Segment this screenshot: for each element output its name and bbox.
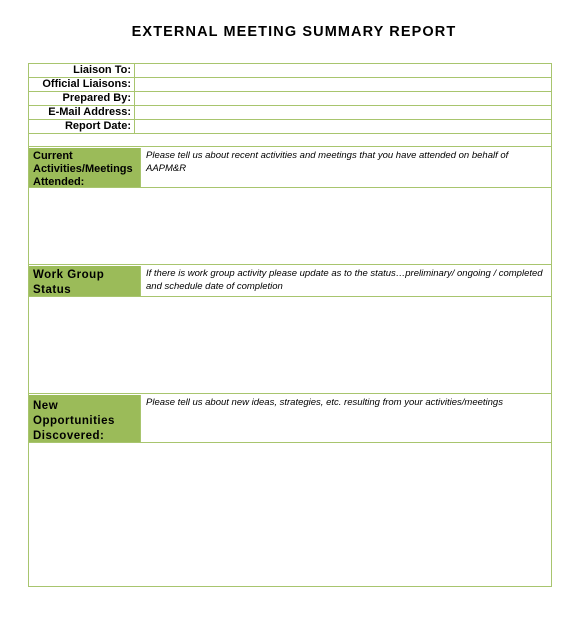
new-opportunities-body[interactable] <box>29 444 551 586</box>
field-row-email-address <box>29 106 551 120</box>
section-prompt: If there is work group activity please update as to the status…preliminary/ ongoing / completed and schedule date of completion <box>140 266 551 296</box>
field-label: E-Mail Address: <box>48 106 131 118</box>
field-label: Liaison To: <box>73 64 131 76</box>
field-label: Prepared By: <box>62 92 131 104</box>
report-form <box>28 63 552 587</box>
field-row-report-date <box>29 120 551 134</box>
official-liaisons-field[interactable] <box>134 78 551 91</box>
field-label: Report Date: <box>64 120 131 132</box>
section-work-group-status <box>29 266 551 297</box>
section-label: New Opportunities Discovered: <box>29 395 140 442</box>
field-label: Official Liaisons: <box>42 78 131 90</box>
section-current-activities <box>29 148 551 188</box>
section-prompt: Please tell us about recent activities and meetings that you have attended on behalf of AAPM&R <box>140 148 551 187</box>
section-prompt: Please tell us about new ideas, strategies, etc. resulting from your activities/meetings <box>140 395 551 442</box>
spacer-row <box>29 134 551 147</box>
section-label: Work Group Status <box>29 266 140 296</box>
current-activities-body[interactable] <box>29 189 551 265</box>
report-date-field[interactable] <box>134 120 551 133</box>
field-row-prepared-by <box>29 92 551 106</box>
work-group-status-body[interactable] <box>29 298 551 394</box>
field-row-official-liaisons <box>29 78 551 92</box>
section-label: Current Activities/Meetings Attended: <box>29 148 140 187</box>
prepared-by-field[interactable] <box>134 92 551 105</box>
liaison-to-field[interactable] <box>134 64 551 77</box>
section-new-opportunities <box>29 395 551 443</box>
email-address-field[interactable] <box>134 106 551 119</box>
report-title: EXTERNAL MEETING SUMMARY REPORT <box>131 24 457 40</box>
field-row-liaison-to <box>29 64 551 78</box>
